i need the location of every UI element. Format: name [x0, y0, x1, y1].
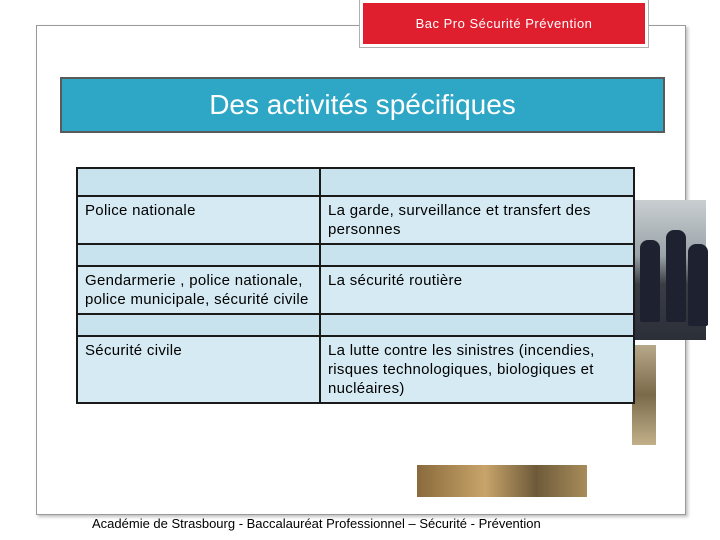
- header-badge: Bac Pro Sécurité Prévention: [360, 0, 648, 47]
- activity-cell: La garde, surveillance et transfert des personnes: [320, 196, 634, 244]
- table-spacer-row: [77, 168, 634, 196]
- service-cell: Gendarmerie , police nationale, police municipale, sécurité civile: [77, 266, 320, 314]
- table-spacer-row: [77, 314, 634, 336]
- activities-table: [76, 167, 635, 404]
- service-cell: Police nationale: [77, 196, 320, 244]
- equipment-photo: [417, 465, 587, 497]
- service-cell: Sécurité civile: [77, 336, 320, 403]
- police-officer-figure: [640, 240, 660, 322]
- table-spacer-row: [77, 244, 634, 266]
- police-officer-figure: [666, 230, 686, 322]
- slide-footer: Académie de Strasbourg - Baccalauréat Professionnel – Sécurité - Prévention: [92, 516, 541, 531]
- table-row: [77, 196, 634, 244]
- activity-cell: La sécurité routière: [320, 266, 634, 314]
- table-row: [77, 266, 634, 314]
- slide-title: Des activités spécifiques: [60, 77, 665, 133]
- decorative-photo-strip: [632, 345, 656, 445]
- activity-cell: La lutte contre les sinistres (incendies, risques technologiques, biologiques et nucléaires): [320, 336, 634, 403]
- police-officer-figure: [688, 244, 708, 326]
- police-photo: [632, 200, 706, 340]
- table-row: [77, 336, 634, 403]
